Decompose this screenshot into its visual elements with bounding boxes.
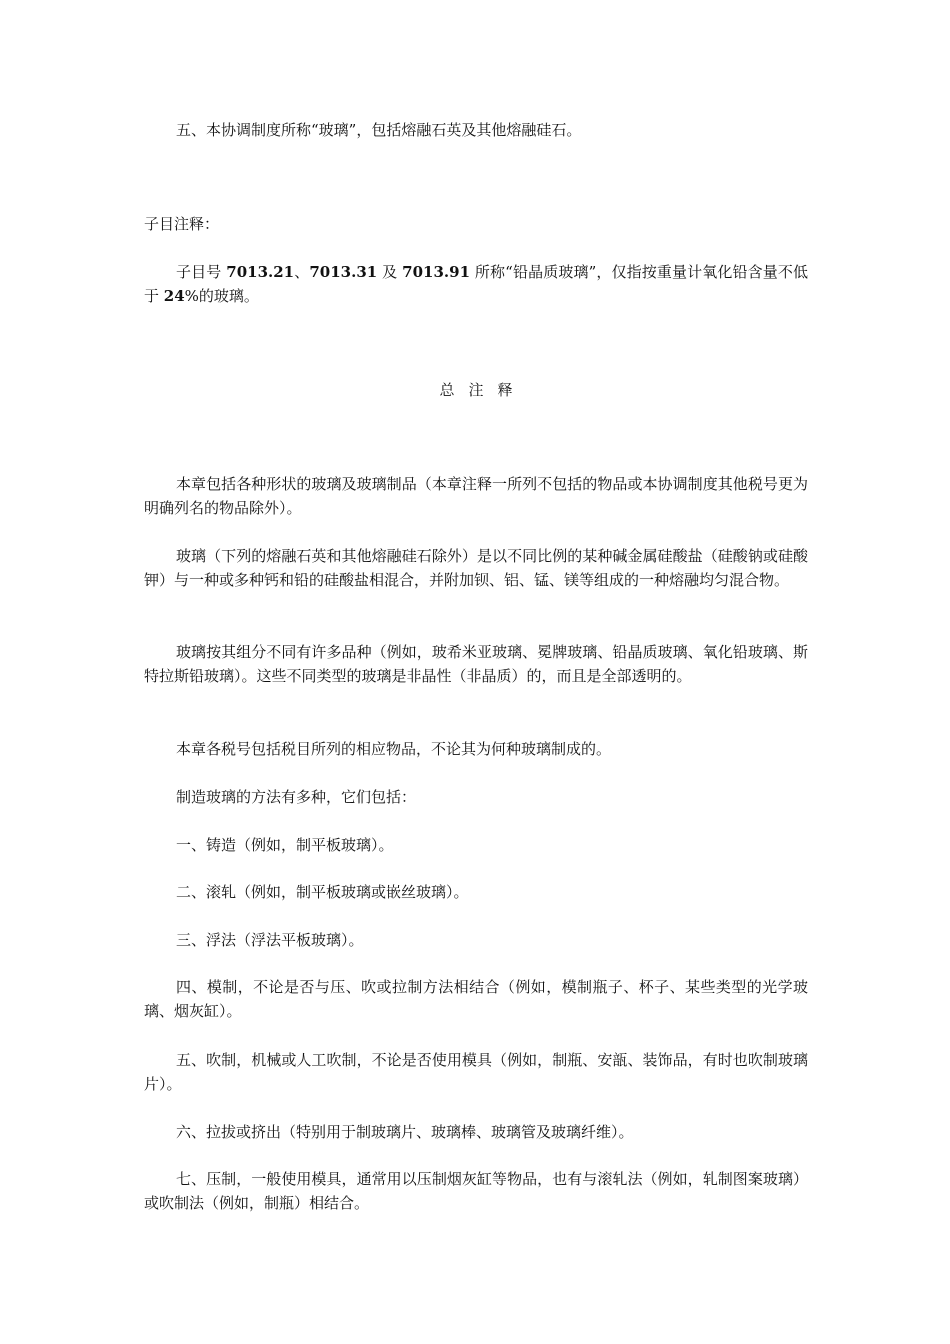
body-paragraph: 玻璃（下列的熔融石英和其他熔融硅石除外）是以不同比例的某种碱金属硅酸盐（硅酸钠或硅酸钾）与一种或多种钙和铅的硅酸盐相混合，并附加钡、铝、锰、镁等组成的一种熔融均匀混合物。 [144,547,808,589]
list-item: 三、浮法（浮法平板玻璃）。 [176,931,364,949]
chapter-note-5: 五、本协调制度所称“玻璃”，包括熔融石英及其他熔融硅石。 [176,121,582,139]
subheading-code: 7013.91 [402,263,471,281]
general-notes-title: 总注释 [439,381,527,399]
note-text: 所称“铅晶质玻璃”，仅指按重量计氧化铅含量不低于 [144,263,808,305]
lead-percentage: 24 [163,287,185,305]
note-text: 、 [294,263,310,281]
subheading-code: 7013.21 [226,263,295,281]
list-item: 二、滚轧（例如，制平板玻璃或嵌丝玻璃）。 [176,883,469,901]
body-paragraph: 制造玻璃的方法有多种，它们包括： [176,788,417,806]
list-item: 五、吹制，机械或人工吹制，不论是否使用模具（例如，制瓶、安瓿、装饰品，有时也吹制玻璃片）。 [144,1051,808,1093]
list-item: 一、铸造（例如，制平板玻璃）。 [176,836,394,854]
body-paragraph: 玻璃按其组分不同有许多品种（例如，玻希米亚玻璃、冕牌玻璃、铅晶质玻璃、氧化铅玻璃、斯特拉斯铅玻璃）。这些不同类型的玻璃是非晶性（非晶质）的，而且是全部透明的。 [144,643,808,685]
subheading-note-paragraph [144,260,808,308]
body-paragraph: 本章包括各种形状的玻璃及玻璃制品（本章注释一所列不包括的物品或本协调制度其他税号更为明确列名的物品除外）。 [144,475,808,517]
note-text: 及 [377,263,403,281]
list-item: 四、模制，不论是否与压、吹或拉制方法相结合（例如，模制瓶子、杯子、某些类型的光学玻璃、烟灰缸）。 [144,978,808,1020]
list-item: 六、拉拔或挤出（特别用于制玻璃片、玻璃棒、玻璃管及玻璃纤维）。 [176,1123,634,1141]
note-text: 子目号 [176,263,227,281]
subheading-notes-label: 子目注释： [144,215,220,233]
body-paragraph: 本章各税号包括税目所列的相应物品，不论其为何种玻璃制成的。 [176,740,612,758]
list-item: 七、压制，一般使用模具，通常用以压制烟灰缸等物品，也有与滚轧法（例如，轧制图案玻璃）或吹制法（例如，制瓶）相结合。 [144,1170,808,1212]
note-text: %的玻璃。 [184,287,259,305]
subheading-code: 7013.31 [309,263,378,281]
